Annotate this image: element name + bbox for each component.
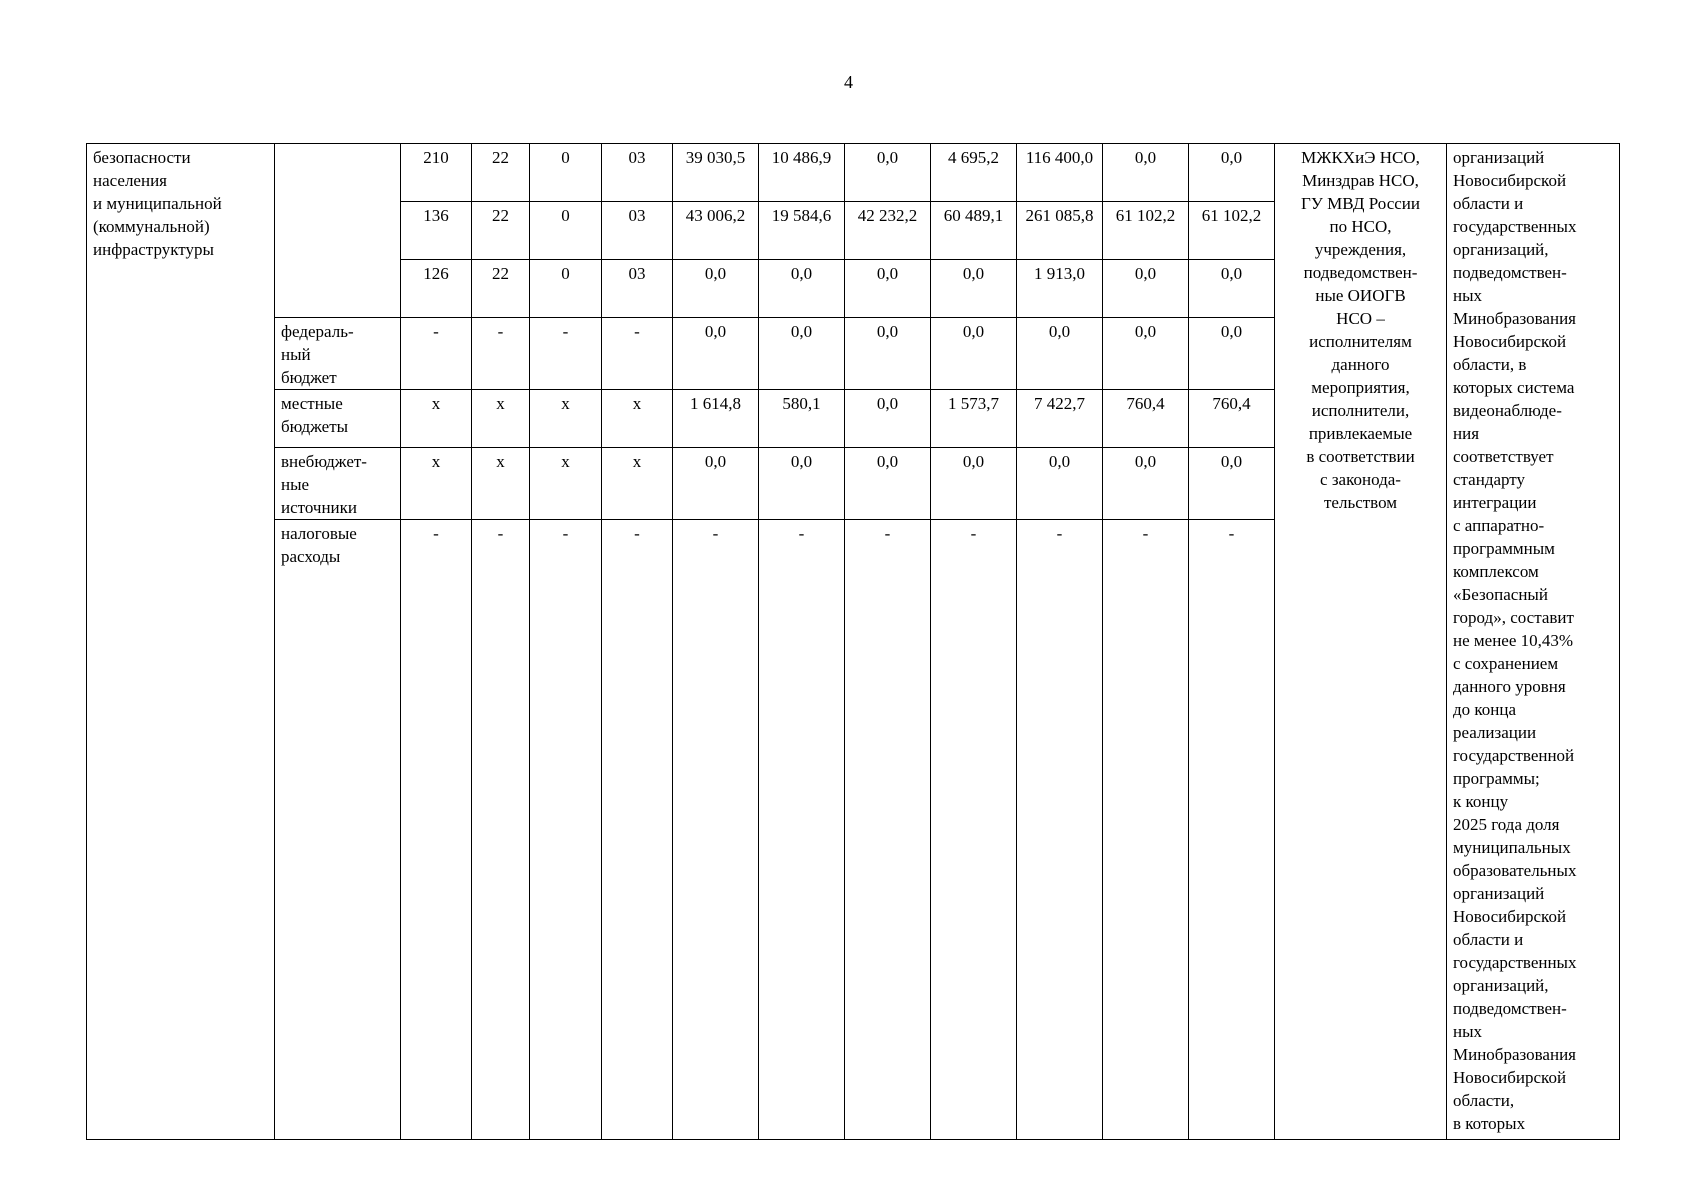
code-cell	[602, 144, 673, 202]
code-cell	[401, 520, 472, 1140]
code-cell-text: -	[433, 322, 439, 341]
value-cell-text: -	[1228, 524, 1235, 543]
table-row	[87, 144, 1620, 202]
code-cell-text: 22	[492, 206, 509, 225]
value-cell-text: 0,0	[1134, 322, 1157, 341]
value-cell-text: -	[1142, 524, 1149, 543]
value-cell-text: 0,0	[1134, 148, 1157, 167]
code-cell-text: 210	[423, 148, 449, 167]
value-cell	[1189, 448, 1275, 520]
code-cell	[530, 520, 602, 1140]
value-cell	[1017, 520, 1103, 1140]
code-cell-text: х	[431, 394, 441, 413]
value-cell	[1017, 390, 1103, 448]
value-cell	[673, 448, 759, 520]
value-cell	[759, 260, 845, 318]
value-cell	[759, 448, 845, 520]
code-cell	[472, 202, 530, 260]
value-cell-text: 760,4	[1126, 394, 1165, 413]
value-cell	[931, 448, 1017, 520]
code-cell-text: -	[634, 524, 640, 543]
value-cell-text: 19 584,6	[771, 206, 832, 225]
funding-source-cell-text: местные бюджеты	[281, 394, 349, 436]
value-cell	[931, 390, 1017, 448]
funding-source-cell	[275, 144, 401, 318]
code-cell	[401, 318, 472, 390]
code-cell-text: 03	[628, 148, 646, 167]
value-cell	[1189, 390, 1275, 448]
code-cell-text: 136	[423, 206, 449, 225]
code-cell-text: -	[433, 524, 439, 543]
value-cell	[845, 390, 931, 448]
value-cell	[931, 520, 1017, 1140]
value-cell-text: 0,0	[876, 264, 899, 283]
value-cell-text: -	[712, 524, 719, 543]
value-cell	[673, 390, 759, 448]
funding-table	[86, 143, 1620, 1140]
value-cell-text: 0,0	[1220, 322, 1243, 341]
value-cell-text: 580,1	[782, 394, 821, 413]
value-cell	[1189, 202, 1275, 260]
code-cell-text: 22	[492, 264, 509, 283]
expected-result-cell-text: организаций Новосибирской области и государственных организаций, подведомствен- ных Минобразования Новосибирской области, в которых система видеонаблюде- ния соответствует стандарту интеграции с аппаратно- программным комплексом «Безопасный город», составит не менее 10,43% с сохранением данного уровня до конца реализации государственной программы; к концу 2025 года доля муниципальных образовательных организаций Новосибирской области и государственных организаций, подведомствен- ных Минобразования Новосибирской области, в которых	[1453, 148, 1577, 1133]
expected-result-cell	[1447, 144, 1620, 1140]
funding-source-cell-text: федераль- ный бюджет	[281, 322, 354, 387]
value-cell-text: 760,4	[1212, 394, 1251, 413]
value-cell	[845, 318, 931, 390]
value-cell	[759, 318, 845, 390]
value-cell-text: 0,0	[1220, 148, 1243, 167]
code-cell	[602, 390, 673, 448]
code-cell-text: 0	[561, 264, 570, 283]
value-cell-text: -	[1056, 524, 1063, 543]
value-cell	[845, 448, 931, 520]
value-cell	[1103, 202, 1189, 260]
code-cell	[401, 260, 472, 318]
value-cell-text: 0,0	[962, 264, 985, 283]
value-cell-text: 0,0	[704, 322, 727, 341]
value-cell-text: 0,0	[1048, 322, 1071, 341]
code-cell-text: -	[562, 322, 569, 341]
value-cell-text: -	[884, 524, 891, 543]
value-cell-text: 0,0	[1220, 264, 1243, 283]
value-cell-text: -	[970, 524, 977, 543]
value-cell	[845, 520, 931, 1140]
code-cell-text: -	[634, 322, 640, 341]
value-cell-text: 4 695,2	[948, 148, 999, 167]
value-cell	[759, 202, 845, 260]
executors-cell-text: МЖКХиЭ НСО, Минздрав НСО, ГУ МВД России по НСО, учреждения, подведомствен- ные ОИОГВ НСО – исполнителям данного мероприятия, исполнители, привлекаемые в соответствии с законода- тельством	[1300, 148, 1420, 512]
code-cell	[401, 448, 472, 520]
code-cell	[472, 520, 530, 1140]
value-cell	[1017, 202, 1103, 260]
value-cell	[1017, 144, 1103, 202]
code-cell	[530, 144, 602, 202]
value-cell-text: 0,0	[1134, 264, 1157, 283]
code-cell-text: х	[632, 394, 642, 413]
code-cell	[530, 318, 602, 390]
code-cell-text: 126	[423, 264, 449, 283]
code-cell	[530, 260, 602, 318]
value-cell-text: 61 102,2	[1115, 206, 1176, 225]
code-cell	[472, 260, 530, 318]
code-cell-text: х	[431, 452, 441, 471]
value-cell	[1189, 318, 1275, 390]
code-cell-text: х	[561, 452, 570, 471]
code-cell-text: х	[496, 394, 505, 413]
value-cell	[1103, 448, 1189, 520]
value-cell-text: 0,0	[1134, 452, 1157, 471]
value-cell	[1189, 144, 1275, 202]
code-cell-text: 0	[561, 206, 570, 225]
value-cell-text: 0,0	[962, 322, 985, 341]
code-cell	[472, 390, 530, 448]
value-cell	[759, 390, 845, 448]
code-cell-text: -	[562, 524, 569, 543]
value-cell	[1189, 520, 1275, 1140]
activity-name-cell-text: безопасности населения и муниципальной (коммунальной) инфраструктуры	[93, 148, 222, 259]
code-cell-text: -	[497, 322, 504, 341]
code-cell	[530, 448, 602, 520]
code-cell	[602, 202, 673, 260]
value-cell-text: 7 422,7	[1034, 394, 1085, 413]
value-cell-text: 42 232,2	[857, 206, 918, 225]
code-cell	[530, 202, 602, 260]
code-cell	[401, 390, 472, 448]
code-cell-text: 03	[628, 206, 646, 225]
executors-cell	[1275, 144, 1447, 1140]
value-cell	[1103, 520, 1189, 1140]
activity-name-cell	[87, 144, 275, 1140]
value-cell	[673, 260, 759, 318]
value-cell	[759, 520, 845, 1140]
funding-source-cell	[275, 520, 401, 1140]
funding-source-cell	[275, 390, 401, 448]
code-cell-text: 0	[561, 148, 570, 167]
value-cell-text: 116 400,0	[1025, 148, 1094, 167]
code-cell-text: х	[561, 394, 570, 413]
code-cell-text: 03	[628, 264, 646, 283]
code-cell	[401, 202, 472, 260]
value-cell-text: 0,0	[1220, 452, 1243, 471]
value-cell	[931, 260, 1017, 318]
value-cell-text: 0,0	[876, 148, 899, 167]
value-cell-text: 0,0	[790, 264, 813, 283]
value-cell	[1017, 448, 1103, 520]
value-cell-text: -	[798, 524, 805, 543]
funding-source-cell	[275, 318, 401, 390]
value-cell-text: 0,0	[790, 322, 813, 341]
value-cell	[931, 144, 1017, 202]
code-cell	[472, 144, 530, 202]
value-cell	[845, 202, 931, 260]
value-cell-text: 0,0	[876, 452, 899, 471]
value-cell-text: 0,0	[704, 264, 727, 283]
code-cell-text: -	[497, 524, 504, 543]
value-cell	[673, 202, 759, 260]
code-cell	[401, 144, 472, 202]
page-number: 4	[844, 72, 853, 92]
value-cell-text: 261 085,8	[1025, 206, 1094, 225]
value-cell-text: 43 006,2	[685, 206, 746, 225]
value-cell-text: 0,0	[962, 452, 985, 471]
code-cell-text: х	[496, 452, 505, 471]
value-cell	[673, 520, 759, 1140]
value-cell	[1103, 144, 1189, 202]
value-cell	[845, 144, 931, 202]
value-cell-text: 0,0	[790, 452, 813, 471]
value-cell-text: 0,0	[876, 394, 899, 413]
value-cell-text: 0,0	[1048, 452, 1071, 471]
value-cell-text: 61 102,2	[1201, 206, 1262, 225]
value-cell-text: 1 913,0	[1034, 264, 1085, 283]
value-cell	[673, 144, 759, 202]
value-cell	[1103, 260, 1189, 318]
value-cell-text: 39 030,5	[685, 148, 746, 167]
value-cell	[1189, 260, 1275, 318]
code-cell-text: х	[632, 452, 642, 471]
code-cell	[530, 390, 602, 448]
value-cell-text: 1 614,8	[690, 394, 741, 413]
code-cell	[472, 448, 530, 520]
code-cell	[602, 448, 673, 520]
value-cell-text: 0,0	[704, 452, 727, 471]
code-cell-text: 22	[492, 148, 509, 167]
code-cell	[472, 318, 530, 390]
value-cell	[1017, 260, 1103, 318]
funding-source-cell-text: налоговые расходы	[281, 524, 357, 566]
code-cell	[602, 520, 673, 1140]
code-cell	[602, 318, 673, 390]
value-cell-text: 0,0	[876, 322, 899, 341]
value-cell	[931, 202, 1017, 260]
value-cell	[845, 260, 931, 318]
value-cell	[1017, 318, 1103, 390]
value-cell-text: 60 489,1	[943, 206, 1004, 225]
code-cell	[602, 260, 673, 318]
funding-source-cell-text: внебюджет- ные источники	[281, 452, 367, 517]
value-cell	[759, 144, 845, 202]
value-cell-text: 10 486,9	[771, 148, 832, 167]
value-cell	[1103, 390, 1189, 448]
value-cell-text: 1 573,7	[948, 394, 999, 413]
value-cell	[931, 318, 1017, 390]
value-cell	[1103, 318, 1189, 390]
value-cell	[673, 318, 759, 390]
funding-source-cell	[275, 448, 401, 520]
